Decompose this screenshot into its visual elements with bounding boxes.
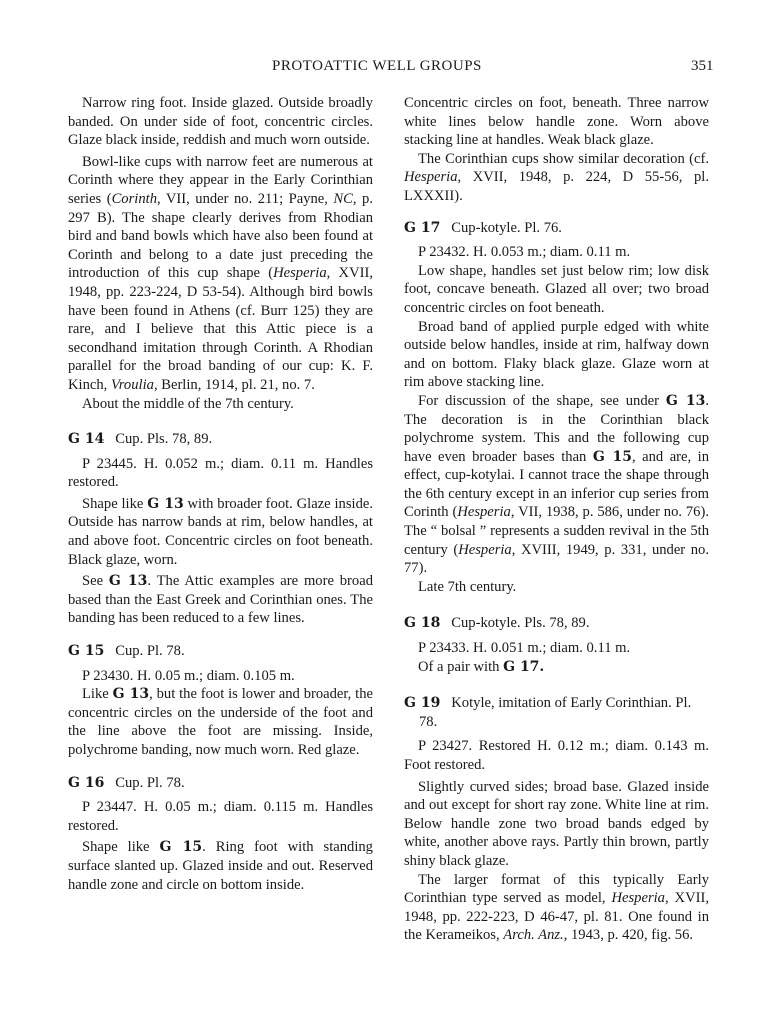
entry-number: G 14 xyxy=(68,431,105,448)
catalog-entry-g18 xyxy=(404,614,709,676)
entry-measurements: P 23433. H. 0.051 m.; diam. 0.11 m. xyxy=(418,640,631,657)
entry-title: Cup. Pl. 78. xyxy=(115,774,185,791)
paragraph: Bowl-like cups with narrow feet are numerous at Corinth where they appear in the Early Corinthian series (Corinth, VII, under no. 211; Payne, NC, p. 297 B). The shape clearly derives from Rhodian bird and band bowls which have also been found at Corinth and belong to a date just preceding the introduction of this cup shape (Hesperia, XVII, 1948, pp. 223-224, D 53-54). Although bird bowls have been found in Athens (cf. Burr 125) they are rare, and I believe that this Attic piece is a secondhand imitation through Corinth. A Rhodian parallel for the broad banding of our cup: K. F. Kinch, Vroulia, Berlin, 1914, pl. 21, no. 7. xyxy=(68,153,373,393)
entry-note: For discussion of the shape, see under G 13. The decoration is in the Corinthian black polychrome system. This and the following cup have even broader bases than G 15, and are, in effect, cup-kotylai. I cannot trace the shape through the 6th century except in an inferior cup series from Corinth (Hesperia, VII, 1938, p. 586, under no. 76). The “ bolsal ” represents a sudden revival in the 5th century (Hesperia, XVIII, 1949, p. 331, under no. 77). xyxy=(404,392,710,577)
entry-title: Kotyle, imitation of Early Corinthian. Pl. 78. xyxy=(419,695,692,730)
entry-measurements: P 23445. H. 0.052 m.; diam. 0.11 m. Handles restored. xyxy=(68,455,373,491)
catalog-entry-g14 xyxy=(68,430,373,628)
entry-description: Like G 13, but the foot is lower and broader, the concentric circles on the underside of the foot and the line above the foot are missing. Inside, polychrome banding, now much worn. Red glaze. xyxy=(68,686,373,758)
entry-description: Shape like G 15. Ring foot with standing surface slanted up. Glazed inside and out. Reserved handle zone and circle on bottom inside. xyxy=(68,839,373,893)
catalog-entry-g19 xyxy=(404,694,709,945)
paragraph: Narrow ring foot. Inside glazed. Outside broadly banded. On under side of foot, concentric circles. Glaze black inside, reddish and much worn outside. xyxy=(68,95,373,149)
paragraph: About the middle of the 7th century. xyxy=(82,395,294,412)
entry-description: Broad band of applied purple edged with white outside below handles, inside at rim, halfway down and on bottom. Flaky black glaze. Glaze worn at rim above stacking line. xyxy=(404,318,709,391)
entry-pair: Of a pair with G 17. xyxy=(418,658,545,675)
entry-number: G 19 xyxy=(404,695,441,712)
entry-note: The larger format of this typically Early Corinthian type served as model, Hesperia, XVII, 1948, pp. 222-223, D 46-47, pl. 81. One found in the Kerameikos, Arch. Anz., 1943, p. 420, fig. 56. xyxy=(404,871,709,944)
entry-description: Shape like G 13 with broader foot. Glaze inside. Outside has narrow bands at rim, below handles, at and above foot. Concentric circles on foot beneath. Black glaze, worn. xyxy=(68,495,373,568)
entry-measurements: P 23430. H. 0.05 m.; diam. 0.105 m. xyxy=(82,667,295,684)
entry-number: G 18 xyxy=(404,615,441,632)
entry-note: See G 13. The Attic examples are more broad based than the East Greek and Corinthian ones. The banding has been reduced to a few lines. xyxy=(68,573,373,627)
entry-measurements: P 23427. Restored H. 0.12 m.; diam. 0.143 m. Foot restored. xyxy=(404,738,709,773)
entry-number: G 17 xyxy=(404,219,441,236)
entry-description: Low shape, handles set just below rim; low disk foot, concave beneath. Glazed all over; two broad concentric circles on foot beneath. xyxy=(404,262,709,316)
entry-number: G 15 xyxy=(68,643,105,660)
entry-heading xyxy=(68,430,373,449)
catalog-entry-g17 xyxy=(404,219,709,597)
entry-heading xyxy=(68,642,373,661)
entry-number: G 16 xyxy=(68,774,105,791)
entry-title: Cup-kotyle. Pl. 76. xyxy=(451,219,562,236)
catalog-entry-g16 xyxy=(68,774,373,895)
paragraph: The Corinthian cups show similar decoration (cf. Hesperia, XVII, 1948, p. 224, D 55-56, pl. LXXXII). xyxy=(404,150,709,204)
entry-measurements: P 23447. H. 0.05 m.; diam. 0.115 m. Handles restored. xyxy=(68,799,373,834)
page-number: 351 xyxy=(691,58,714,74)
entry-title: Cup. Pls. 78, 89. xyxy=(115,431,213,448)
running-title: PROTOATTIC WELL GROUPS xyxy=(272,58,482,74)
entry-heading xyxy=(404,219,709,238)
entry-heading xyxy=(404,614,709,633)
page-header xyxy=(0,58,773,82)
entry-heading xyxy=(68,774,373,793)
entry-date: Late 7th century. xyxy=(418,578,517,595)
entry-title: Cup. Pl. 78. xyxy=(115,643,185,660)
entry-heading xyxy=(404,694,709,731)
paragraph: Concentric circles on foot, beneath. Three narrow white lines below handle zone. Worn above stacking line at handles. Weak black glaze. xyxy=(404,95,709,149)
entry-measurements: P 23432. H. 0.053 m.; diam. 0.11 m. xyxy=(418,244,631,261)
right-column xyxy=(404,94,709,945)
left-column xyxy=(68,94,373,894)
entry-title: Cup-kotyle. Pls. 78, 89. xyxy=(451,615,590,632)
catalog-entry-g15 xyxy=(68,642,373,760)
entry-description: Slightly curved sides; broad base. Glazed inside and out except for short ray zone. White line at rim. Below handle zone two broad bands edged by white, another above rays. Partly thin brown, partly shiny black glaze. xyxy=(404,778,709,869)
